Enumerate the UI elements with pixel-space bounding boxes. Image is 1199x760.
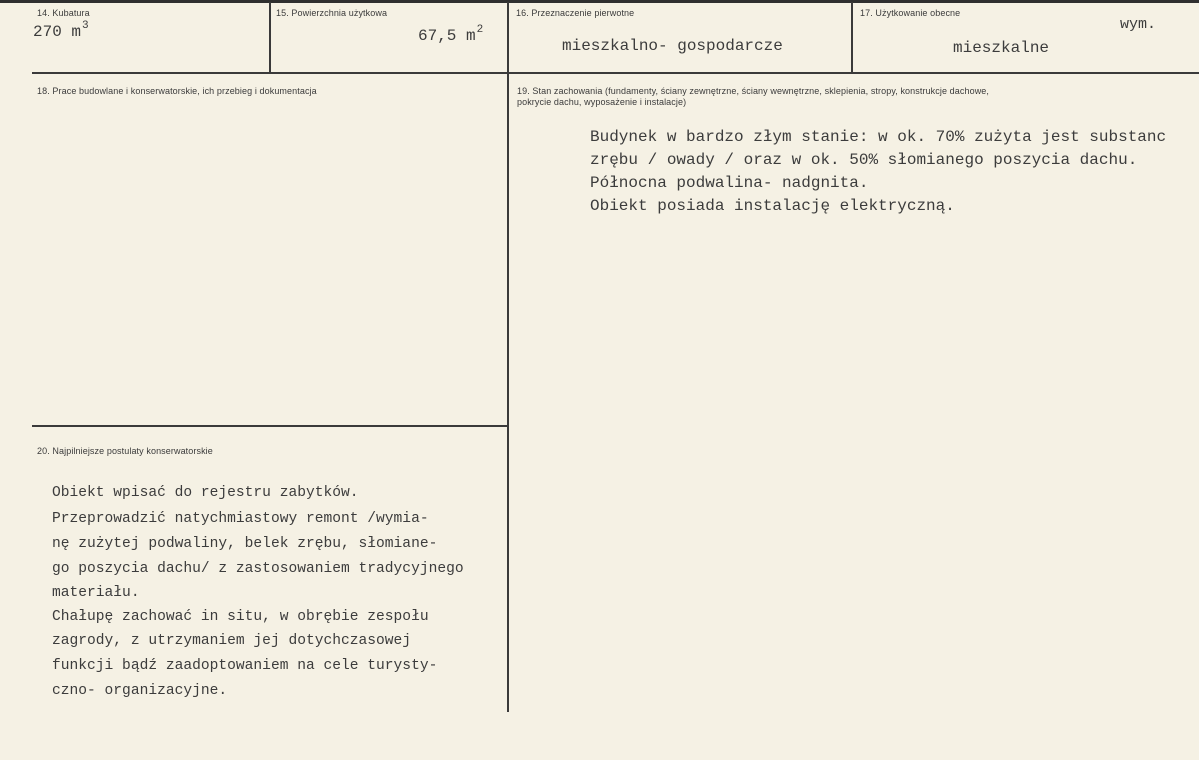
field-20-line: materiału. <box>52 585 140 601</box>
field-14-value <box>33 20 89 41</box>
divider-14-15 <box>269 2 271 72</box>
field-15-value-text: 67,5 m <box>418 27 476 45</box>
field-19-line: Budynek w bardzo złym stanie: w ok. 70% zużyta jest substanc <box>590 128 1167 146</box>
field-14-value-superscript: 3 <box>82 20 89 32</box>
field-15-value <box>418 24 484 45</box>
field-19-text <box>590 128 1199 220</box>
field-19-line: zrębu / owady / oraz w ok. 50% słomianego poszycia dachu. <box>590 151 1138 169</box>
field-16-value: mieszkalno- gospodarcze <box>562 37 783 55</box>
row-divider-18-20 <box>32 425 508 427</box>
field-20-line: zagrody, z utrzymaniem jej dotychczasowej <box>52 633 412 649</box>
field-20-line: funkcji bądź zaadoptowaniem na cele turysty- <box>52 658 438 674</box>
field-20-line: Obiekt wpisać do rejestru zabytków. <box>52 485 359 501</box>
divider-16-17 <box>851 2 853 72</box>
field-14-value-text: 270 m <box>33 23 82 41</box>
field-17-label: 17. Użytkowanie obecne <box>860 8 961 18</box>
field-18-label: 18. Prace budowlane i konserwatorskie, ich przebieg i dokumentacja <box>37 86 317 96</box>
field-20-label: 20. Najpilniejsze postulaty konserwatorskie <box>37 446 213 456</box>
field-19-label: 19. Stan zachowania (fundamenty, ściany zewnętrzne, ściany wewnętrzne, sklepienia, stropy, konstrukcje dachowe, pokrycie dachu, wyposażenie i instalacje) <box>517 86 990 107</box>
top-border <box>0 0 1199 3</box>
field-20-line: nę zużytej podwaliny, belek zrębu, słomiane- <box>52 536 438 552</box>
field-20-line: go poszycia dachu/ z zastosowaniem tradycyjnego <box>52 561 464 577</box>
field-17-overflow-note: wym. <box>1120 16 1157 33</box>
field-14-label: 14. Kubatura <box>37 8 90 18</box>
field-15-value-superscript: 2 <box>476 24 484 36</box>
field-20-line: Chałupę zachować in situ, w obrębie zespołu <box>52 609 429 625</box>
field-20-line: Przeprowadzić natychmiastowy remont /wymia- <box>52 511 429 527</box>
field-19-line: Północna podwalina- nadgnita. <box>590 174 869 192</box>
field-20-text <box>52 485 464 707</box>
field-16-label: 16. Przeznaczenie pierwotne <box>516 8 635 18</box>
divider-15-16 <box>507 2 509 72</box>
field-20-line: czno- organizacyjne. <box>52 683 228 699</box>
field-15-label: 15. Powierzchnia użytkowa <box>276 8 388 18</box>
field-19-line: Obiekt posiada instalację elektryczną. <box>590 197 955 215</box>
divider-left-right <box>507 74 509 712</box>
field-17-value: mieszkalne <box>953 39 1050 57</box>
row-divider-top <box>32 72 1199 74</box>
